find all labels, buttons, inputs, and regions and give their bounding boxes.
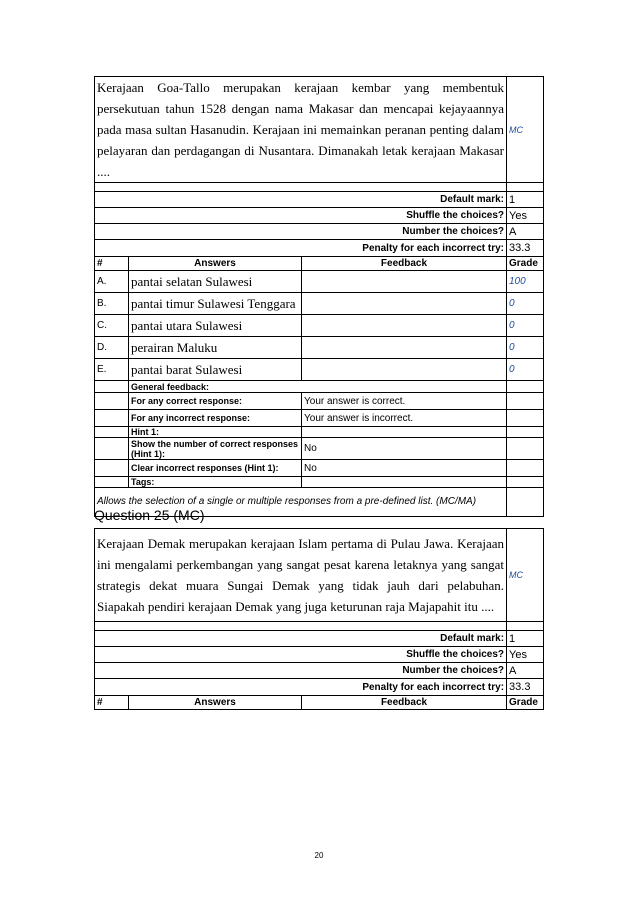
answer-feedback	[302, 337, 507, 359]
answer-letter: C.	[95, 315, 129, 337]
meta-value: Yes	[507, 647, 544, 663]
show-correct-row	[95, 438, 544, 460]
question-type-tag: MC	[507, 77, 544, 183]
meta-label: Number the choices?	[95, 663, 507, 679]
spacer-row	[95, 183, 544, 192]
clear-incorrect-value: No	[302, 460, 507, 477]
meta-row-shuffle	[95, 647, 544, 663]
answer-row	[95, 337, 544, 359]
meta-label: Default mark:	[95, 631, 507, 647]
meta-row-penalty	[95, 679, 544, 696]
clear-incorrect-label: Clear incorrect responses (Hint 1):	[129, 460, 302, 477]
answer-row	[95, 271, 544, 293]
meta-label: Default mark:	[95, 192, 507, 208]
question-text: Kerajaan Demak merupakan kerajaan Islam pertama di Pulau Jawa. Kerajaan ini mengalami perkembangan yang sangat pesat karena letaknya yang sangat strategis dekat muara Sungai Demak yang tidak jauh dari pelabuhan. Siapakah pendiri kerajaan Demak yang juga keturunan raja Majapahit itu ....	[95, 529, 507, 622]
incorrect-feedback-label: For any incorrect response:	[129, 410, 302, 427]
answer-grade: 0	[507, 293, 544, 315]
answer-letter: E.	[95, 359, 129, 381]
meta-row-number-choices	[95, 224, 544, 240]
show-correct-label: Show the number of correct responses (Hint 1):	[129, 438, 302, 460]
tags-label: Tags:	[129, 477, 302, 488]
answer-row	[95, 315, 544, 337]
meta-label: Penalty for each incorrect try:	[95, 240, 507, 257]
grade-header: Grade	[507, 257, 544, 271]
num-header: #	[95, 696, 129, 710]
hint-row	[95, 427, 544, 438]
question-24-table	[94, 76, 544, 517]
correct-feedback-row	[95, 393, 544, 410]
answer-text: pantai timur Sulawesi Tenggara	[129, 293, 302, 315]
answer-text: pantai selatan Sulawesi	[129, 271, 302, 293]
answer-grade: 100	[507, 271, 544, 293]
answer-grade: 0	[507, 359, 544, 381]
answer-feedback	[302, 271, 507, 293]
meta-row-default-mark	[95, 631, 544, 647]
meta-value: A	[507, 663, 544, 679]
answers-header-row	[95, 696, 544, 710]
question-row	[95, 77, 544, 183]
feedback-header: Feedback	[302, 257, 507, 271]
meta-value: 1	[507, 192, 544, 208]
answer-feedback	[302, 315, 507, 337]
answer-row	[95, 359, 544, 381]
general-feedback-row	[95, 381, 544, 393]
meta-label: Shuffle the choices?	[95, 208, 507, 224]
hint-label: Hint 1:	[129, 427, 302, 438]
spacer-row	[95, 622, 544, 631]
answers-header: Answers	[129, 696, 302, 710]
tags-row	[95, 477, 544, 488]
answer-feedback	[302, 293, 507, 315]
meta-row-default-mark	[95, 192, 544, 208]
question-type-tag: MC	[507, 529, 544, 622]
answer-text: pantai utara Sulawesi	[129, 315, 302, 337]
general-feedback-label: General feedback:	[129, 381, 507, 393]
page-number: 20	[314, 851, 324, 860]
question-text: Kerajaan Goa-Tallo merupakan kerajaan kembar yang membentuk persekutuan tahun 1528 dengan nama Makasar dan mencapai kejayaannya pada masa sultan Hasanudin. Kerajaan ini memainkan peranan penting dalam pelayaran dan perdagangan di Nusantara. Dimanakah letak kerajaan Makasar ....	[95, 77, 507, 183]
answer-grade: 0	[507, 337, 544, 359]
meta-row-shuffle	[95, 208, 544, 224]
answer-letter: D.	[95, 337, 129, 359]
clear-incorrect-row	[95, 460, 544, 477]
question-row	[95, 529, 544, 622]
answer-letter: B.	[95, 293, 129, 315]
meta-label: Penalty for each incorrect try:	[95, 679, 507, 696]
meta-value: Yes	[507, 208, 544, 224]
meta-label: Shuffle the choices?	[95, 647, 507, 663]
question-25-heading: Question 25 (MC)	[94, 507, 205, 523]
answer-grade: 0	[507, 315, 544, 337]
answer-text: perairan Maluku	[129, 337, 302, 359]
answers-header-row	[95, 257, 544, 271]
correct-feedback-value: Your answer is correct.	[302, 393, 507, 410]
feedback-header: Feedback	[302, 696, 507, 710]
meta-value: 1	[507, 631, 544, 647]
meta-label: Number the choices?	[95, 224, 507, 240]
answers-header: Answers	[129, 257, 302, 271]
question-25-table	[94, 528, 544, 710]
num-header: #	[95, 257, 129, 271]
incorrect-feedback-row	[95, 410, 544, 427]
correct-feedback-label: For any correct response:	[129, 393, 302, 410]
meta-row-number-choices	[95, 663, 544, 679]
question-type-info: Allows the selection of a single or multiple responses from a pre-defined list. (MC/MA)	[95, 488, 507, 517]
grade-header: Grade	[507, 696, 544, 710]
meta-row-penalty	[95, 240, 544, 257]
meta-value: 33.3	[507, 679, 544, 696]
answer-text: pantai barat Sulawesi	[129, 359, 302, 381]
answer-feedback	[302, 359, 507, 381]
show-correct-value: No	[302, 438, 507, 460]
answer-letter: A.	[95, 271, 129, 293]
meta-value: A	[507, 224, 544, 240]
meta-value: 33.3	[507, 240, 544, 257]
incorrect-feedback-value: Your answer is incorrect.	[302, 410, 507, 427]
answer-row	[95, 293, 544, 315]
